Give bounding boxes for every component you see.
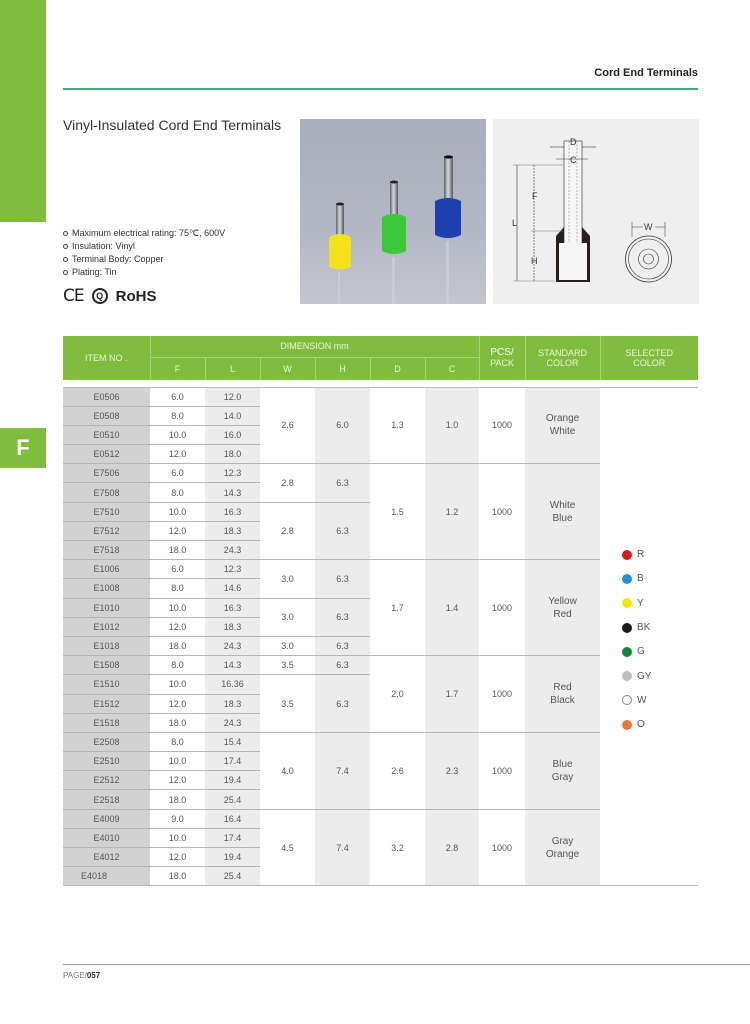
dim-d: 3.2 bbox=[370, 809, 425, 886]
footer-divider bbox=[63, 964, 750, 965]
dim-l: 17.4 bbox=[205, 752, 260, 771]
color-option-o: O bbox=[622, 713, 698, 737]
item-number: E0508 bbox=[63, 406, 150, 425]
dim-l: 18.3 bbox=[205, 521, 260, 540]
svg-text:D: D bbox=[570, 137, 577, 147]
dim-h: 6.3 bbox=[315, 656, 370, 675]
col-header-l: L bbox=[205, 357, 260, 380]
item-number: E7506 bbox=[63, 464, 150, 483]
color-option-gy: GY bbox=[622, 664, 698, 688]
svg-text:L: L bbox=[512, 218, 518, 228]
page-number: PAGE/057 bbox=[63, 971, 101, 980]
dim-l: 17.4 bbox=[205, 828, 260, 847]
dim-f: 10.0 bbox=[150, 425, 205, 444]
col-header-c: C bbox=[425, 357, 479, 380]
item-number: E1010 bbox=[63, 598, 150, 617]
standard-color: Orange White bbox=[525, 387, 600, 464]
pcs-per-pack: 1000 bbox=[479, 656, 525, 733]
dim-w: 3.0 bbox=[260, 560, 315, 598]
col-header-selected-color: SELECTED COLOR bbox=[600, 336, 698, 380]
dim-f: 8.0 bbox=[150, 656, 205, 675]
dim-w: 4.5 bbox=[260, 809, 315, 886]
dim-l: 12.3 bbox=[205, 464, 260, 483]
specification-table bbox=[63, 336, 698, 886]
dim-f: 10.0 bbox=[150, 828, 205, 847]
svg-text:H: H bbox=[531, 256, 538, 266]
feature-item bbox=[63, 227, 225, 240]
dim-c: 2.8 bbox=[425, 809, 479, 886]
dim-h: 6.3 bbox=[315, 636, 370, 655]
rohs-mark-icon: RoHS bbox=[115, 287, 157, 305]
blue-dot-icon bbox=[622, 574, 632, 584]
bullet-icon bbox=[63, 257, 68, 262]
dim-d: 1.7 bbox=[370, 560, 425, 656]
dim-h: 6.3 bbox=[315, 464, 370, 502]
item-number: E4012 bbox=[63, 848, 150, 867]
item-number: E0512 bbox=[63, 445, 150, 464]
feature-list bbox=[63, 227, 225, 279]
header-divider bbox=[63, 88, 698, 90]
color-option-bk: BK bbox=[622, 615, 698, 639]
feature-text: Plating: Tin bbox=[72, 267, 117, 277]
dimension-diagram bbox=[493, 119, 699, 304]
dim-f: 10.0 bbox=[150, 675, 205, 694]
feature-text: Maximum electrical rating: 75℃, 600V bbox=[72, 228, 226, 238]
dim-d: 2.6 bbox=[370, 732, 425, 809]
feature-text: Insulation: Vinyl bbox=[72, 241, 135, 251]
dim-l: 16.3 bbox=[205, 598, 260, 617]
col-header-w: W bbox=[260, 357, 315, 380]
item-number: E2508 bbox=[63, 732, 150, 751]
dim-f: 12.0 bbox=[150, 521, 205, 540]
dim-l: 25.4 bbox=[205, 867, 260, 886]
col-header-item: ITEM NO . bbox=[63, 336, 150, 380]
yellow-dot-icon bbox=[622, 598, 632, 608]
dim-w: 3.0 bbox=[260, 598, 315, 636]
dim-l: 15.4 bbox=[205, 732, 260, 751]
feature-item bbox=[63, 240, 225, 253]
dim-l: 14.6 bbox=[205, 579, 260, 598]
dim-f: 6.0 bbox=[150, 387, 205, 406]
dim-f: 12.0 bbox=[150, 694, 205, 713]
dim-l: 24.3 bbox=[205, 713, 260, 732]
dim-l: 12.0 bbox=[205, 387, 260, 406]
dim-l: 14.3 bbox=[205, 656, 260, 675]
product-photo bbox=[300, 119, 486, 304]
dim-c: 1.2 bbox=[425, 464, 479, 560]
dim-f: 8.0 bbox=[150, 483, 205, 502]
item-number: E1006 bbox=[63, 560, 150, 579]
ce-mark-icon: CE bbox=[63, 286, 84, 306]
item-number: E1510 bbox=[63, 675, 150, 694]
item-number: E7508 bbox=[63, 483, 150, 502]
standard-color: Red Black bbox=[525, 656, 600, 733]
dim-f: 18.0 bbox=[150, 541, 205, 560]
certification-logos bbox=[63, 286, 156, 306]
item-number: E7510 bbox=[63, 502, 150, 521]
item-number: E0506 bbox=[63, 387, 150, 406]
dim-c: 1.0 bbox=[425, 387, 479, 464]
dim-l: 14.0 bbox=[205, 406, 260, 425]
item-number: E7518 bbox=[63, 541, 150, 560]
dim-l: 18.0 bbox=[205, 445, 260, 464]
dim-l: 12.3 bbox=[205, 560, 260, 579]
item-number: E7512 bbox=[63, 521, 150, 540]
item-number: E1008 bbox=[63, 579, 150, 598]
standard-color: Blue Gray bbox=[525, 732, 600, 809]
dim-f: 18.0 bbox=[150, 636, 205, 655]
svg-text:W: W bbox=[644, 222, 653, 232]
dim-l: 24.3 bbox=[205, 636, 260, 655]
dim-w: 2.6 bbox=[260, 387, 315, 464]
dim-h: 7.4 bbox=[315, 809, 370, 886]
terminal-drawing bbox=[493, 119, 699, 304]
item-number: E1012 bbox=[63, 617, 150, 636]
dim-h: 6.3 bbox=[315, 560, 370, 598]
item-number: E1518 bbox=[63, 713, 150, 732]
page-header-title: Cord End Terminals bbox=[594, 67, 698, 79]
color-option-g: G bbox=[622, 640, 698, 664]
col-header-pcs: PCS/ PACK bbox=[479, 336, 525, 380]
item-number: E4018 bbox=[63, 867, 150, 886]
dim-f: 12.0 bbox=[150, 445, 205, 464]
dim-w: 3.5 bbox=[260, 656, 315, 675]
color-option-b: B bbox=[622, 567, 698, 591]
dim-l: 16.0 bbox=[205, 425, 260, 444]
bullet-icon bbox=[63, 231, 68, 236]
white-dot-icon bbox=[622, 695, 632, 705]
pcs-per-pack: 1000 bbox=[479, 732, 525, 809]
dim-l: 16.36 bbox=[205, 675, 260, 694]
pcs-per-pack: 1000 bbox=[479, 809, 525, 886]
black-dot-icon bbox=[622, 623, 632, 633]
item-number: E1018 bbox=[63, 636, 150, 655]
dim-l: 14.3 bbox=[205, 483, 260, 502]
ferrules-image bbox=[300, 119, 486, 304]
item-number: E2512 bbox=[63, 771, 150, 790]
dim-l: 24.3 bbox=[205, 541, 260, 560]
section-color-bar bbox=[0, 0, 46, 222]
quality-mark-icon: Q bbox=[92, 288, 108, 304]
dim-w: 4.0 bbox=[260, 732, 315, 809]
dim-f: 6.0 bbox=[150, 560, 205, 579]
feature-text: Terminal Body: Copper bbox=[72, 254, 164, 264]
selected-color-legend bbox=[600, 387, 698, 886]
svg-text:C: C bbox=[570, 155, 577, 165]
item-number: E4009 bbox=[63, 809, 150, 828]
item-number: E0510 bbox=[63, 425, 150, 444]
dim-l: 19.4 bbox=[205, 848, 260, 867]
feature-item bbox=[63, 253, 225, 266]
dim-f: 12.0 bbox=[150, 617, 205, 636]
dim-f: 12.0 bbox=[150, 771, 205, 790]
green-dot-icon bbox=[622, 647, 632, 657]
dim-l: 19.4 bbox=[205, 771, 260, 790]
dim-f: 6.0 bbox=[150, 464, 205, 483]
feature-item bbox=[63, 266, 225, 279]
red-dot-icon bbox=[622, 550, 632, 560]
table-row bbox=[63, 387, 698, 406]
dim-f: 8.0 bbox=[150, 579, 205, 598]
product-title: Vinyl-Insulated Cord End Terminals bbox=[63, 117, 282, 133]
bullet-icon bbox=[63, 270, 68, 275]
pcs-per-pack: 1000 bbox=[479, 464, 525, 560]
bullet-icon bbox=[63, 244, 68, 249]
dim-c: 2.3 bbox=[425, 732, 479, 809]
col-header-standard-color: STANDARD COLOR bbox=[525, 336, 600, 380]
col-header-dimension: DIMENSION mm bbox=[150, 336, 479, 357]
color-option-y: Y bbox=[622, 591, 698, 615]
item-number: E1512 bbox=[63, 694, 150, 713]
dim-f: 18.0 bbox=[150, 713, 205, 732]
item-number: E4010 bbox=[63, 828, 150, 847]
color-option-w: W bbox=[622, 688, 698, 712]
dim-w: 2.8 bbox=[260, 464, 315, 502]
dim-l: 18.3 bbox=[205, 694, 260, 713]
dim-l: 16.3 bbox=[205, 502, 260, 521]
dim-l: 16.4 bbox=[205, 809, 260, 828]
dim-f: 18.0 bbox=[150, 790, 205, 809]
svg-text:F: F bbox=[532, 191, 538, 201]
dim-l: 25.4 bbox=[205, 790, 260, 809]
dim-f: 10.0 bbox=[150, 598, 205, 617]
item-number: E2510 bbox=[63, 752, 150, 771]
dim-d: 2.0 bbox=[370, 656, 425, 733]
dim-c: 1.4 bbox=[425, 560, 479, 656]
standard-color: Gray Orange bbox=[525, 809, 600, 886]
dim-f: 9.0 bbox=[150, 809, 205, 828]
standard-color: White Blue bbox=[525, 464, 600, 560]
dim-l: 18.3 bbox=[205, 617, 260, 636]
dim-f: 8.0 bbox=[150, 732, 205, 751]
dim-f: 12.0 bbox=[150, 848, 205, 867]
dim-w: 2.8 bbox=[260, 502, 315, 560]
col-header-d: D bbox=[370, 357, 425, 380]
orange-dot-icon bbox=[622, 720, 632, 730]
dim-f: 10.0 bbox=[150, 752, 205, 771]
pcs-per-pack: 1000 bbox=[479, 387, 525, 464]
gray-dot-icon bbox=[622, 671, 632, 681]
dim-f: 18.0 bbox=[150, 867, 205, 886]
dim-w: 3.0 bbox=[260, 636, 315, 655]
col-header-h: H bbox=[315, 357, 370, 380]
dim-h: 6.3 bbox=[315, 675, 370, 733]
dim-f: 8.0 bbox=[150, 406, 205, 425]
dim-d: 1.3 bbox=[370, 387, 425, 464]
dim-h: 6.0 bbox=[315, 387, 370, 464]
col-header-f: F bbox=[150, 357, 205, 380]
item-number: E2518 bbox=[63, 790, 150, 809]
dim-h: 7.4 bbox=[315, 732, 370, 809]
dim-c: 1.7 bbox=[425, 656, 479, 733]
dim-h: 6.3 bbox=[315, 598, 370, 636]
dim-w: 3.5 bbox=[260, 675, 315, 733]
dim-d: 1.5 bbox=[370, 464, 425, 560]
color-option-r: R bbox=[622, 543, 698, 567]
pcs-per-pack: 1000 bbox=[479, 560, 525, 656]
dim-f: 10.0 bbox=[150, 502, 205, 521]
standard-color: Yellow Red bbox=[525, 560, 600, 656]
item-number: E1508 bbox=[63, 656, 150, 675]
dim-h: 6.3 bbox=[315, 502, 370, 560]
section-tab: F bbox=[0, 428, 46, 468]
